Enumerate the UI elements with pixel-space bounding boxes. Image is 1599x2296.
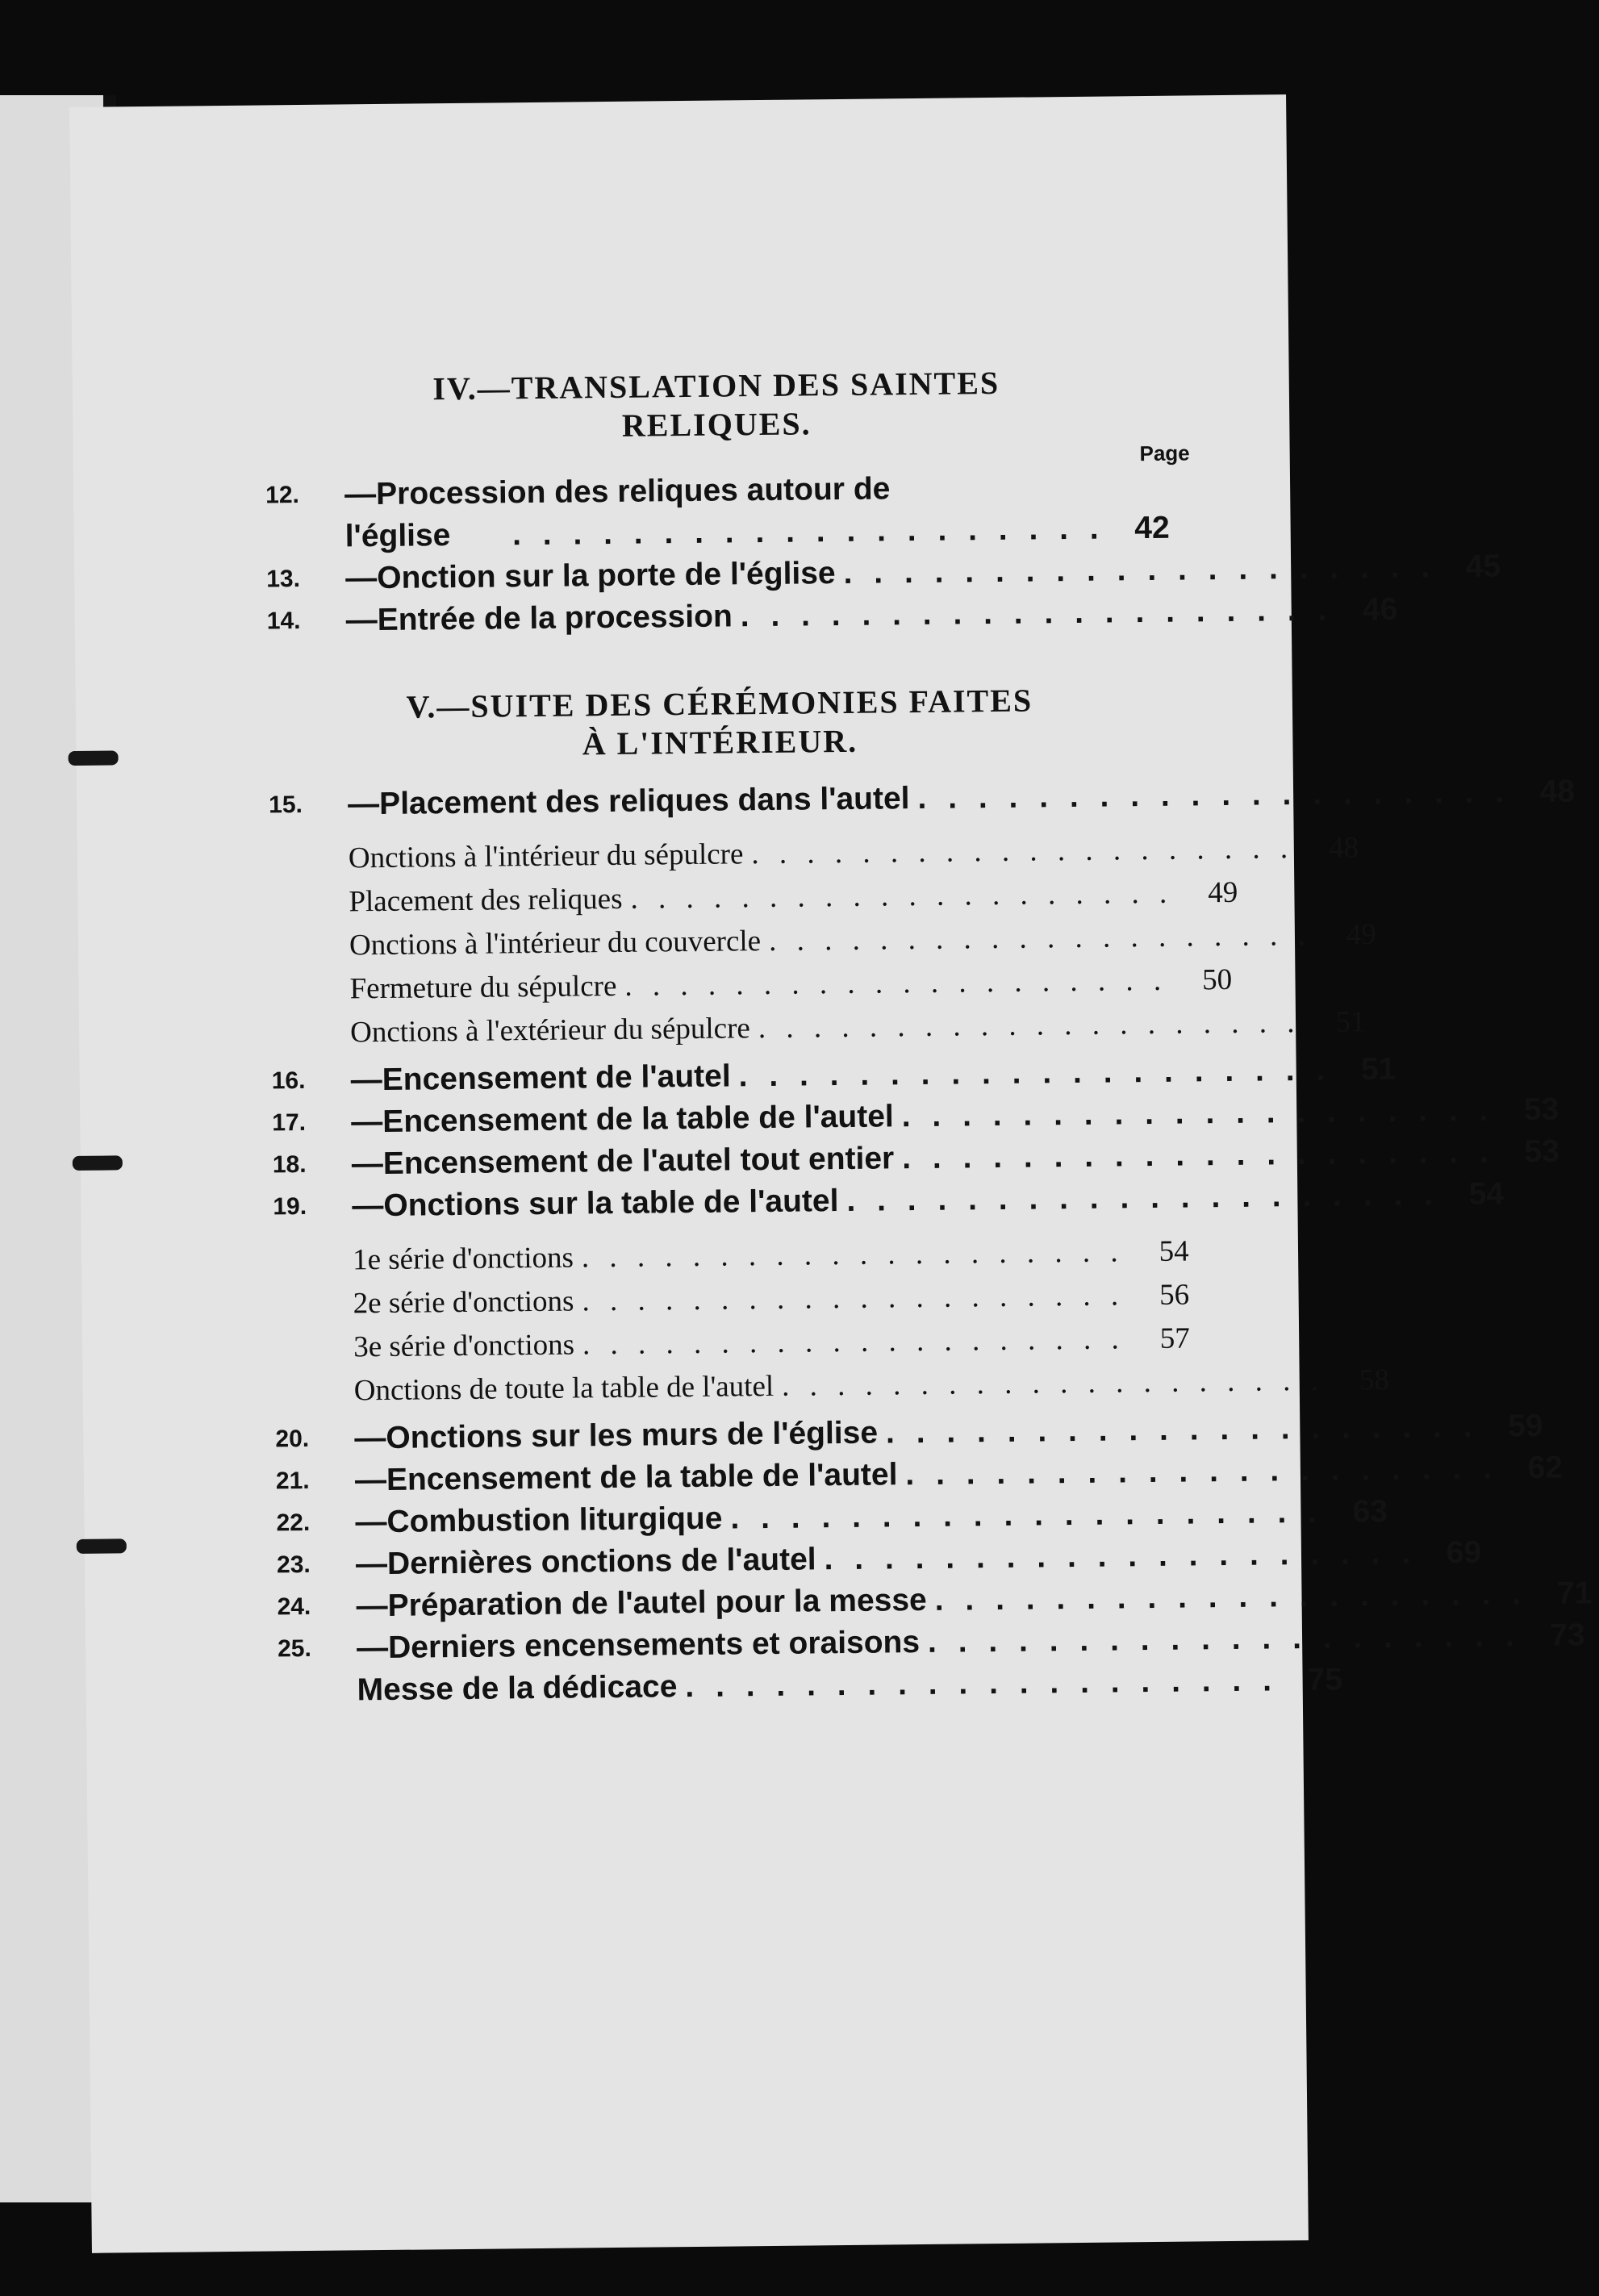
entry-page-number: 53 [1523,1092,1559,1128]
entry-number: 20. [275,1425,310,1453]
section-5-title-line-2: À L'INTÉRIEUR. [582,722,858,762]
entry-title: —Onctions sur la table de l'autel [352,1183,839,1224]
toc-entry [269,774,1576,827]
binding-stitch-3 [77,1538,127,1554]
entry-title: —Dernières onctions de l'autel [355,1542,816,1582]
binding-stitch-2 [73,1155,123,1171]
entry-title: l'église [344,518,451,554]
entry-title: —Onction sur la porte de l'église [345,556,836,596]
dot-leader: . . . . . . . . . . . . . . . . . . . . [902,1134,1496,1176]
dot-leader: . . . . . . . . . . . . . . . . . . . . [905,1451,1499,1492]
entry-page-number: 73 [1549,1618,1585,1653]
toc-entry [271,1003,1366,1056]
entry-number: 22. [276,1509,311,1537]
entry-page-number: 69 [1446,1534,1482,1571]
section-5-entries [269,774,1593,1713]
toc-entry [273,1176,1505,1229]
dot-leader: . . . . . . . . . . . . . . . . . . . . [581,1235,1125,1275]
entry-title: 2e série d'onctions [353,1284,574,1321]
entry-page-number: 54 [1159,1234,1189,1268]
entry-title: —Encensement de la table de l'autel [354,1457,898,1498]
entry-title: —Onctions sur les murs de l'église [354,1415,879,1456]
entry-number: 23. [276,1551,311,1579]
entry-number: 17. [272,1108,307,1137]
entry-page-number: 51 [1335,1005,1366,1039]
entry-number: 14. [266,607,301,635]
dot-leader: . . . . . . . . . . . . . . . . . . . . [685,1663,1279,1705]
entry-number: 16. [271,1067,306,1095]
entry-number: 24. [277,1593,311,1621]
entry-page-number: 49 [1207,875,1238,910]
toc-entry [275,1361,1390,1414]
toc-entry [278,1661,1343,1713]
entry-page-number: 45 [1465,549,1501,584]
entry-number: 25. [277,1634,312,1663]
entry-page-number: 49 [1346,918,1377,952]
entry-page-number: 62 [1527,1450,1564,1486]
dot-leader: . . . . . . . . . . . . . . . . . . . . [781,1363,1326,1403]
entry-number: 21. [275,1467,310,1495]
entry-page-number: 56 [1159,1278,1190,1312]
entry-page-number: 75 [1307,1662,1343,1698]
entry-title: —Encensement de l'autel [350,1058,731,1098]
entry-title: 3e série d'onctions [353,1328,575,1364]
entry-page-number: 58 [1359,1363,1390,1397]
section-5-title-line-1: V.—SUITE DES CÉRÉMONIES FAITES [406,682,1033,725]
entry-title: —Combustion liturgique [355,1501,723,1540]
entry-page-number: 42 [1134,510,1170,546]
table-of-contents [265,362,1593,1713]
entry-page-number: 53 [1524,1133,1560,1170]
entry-page-number: 51 [1360,1051,1397,1087]
toc-entry [266,591,1398,643]
entry-title: Onctions à l'intérieur du couvercle [349,925,762,962]
entry-title: —Entrée de la procession [345,599,733,638]
page-column-label: Page [1139,440,1190,466]
entry-title: 1e série d'onctions [352,1241,574,1277]
entry-title: —Derniers encensements et oraisons [356,1625,921,1666]
dot-leader: . . . . . . . . . . . . . . . . . . . . [624,963,1168,1003]
entry-title: Onctions de toute la table de l'autel [353,1369,774,1408]
dot-leader: . . . . . . . . . . . . . . . . . . . . [824,1535,1417,1577]
entry-title: —Préparation de l'autel pour la messe [356,1582,927,1624]
entry-title: —Placement des reliques dans l'autel [347,781,910,822]
dot-leader: . . . . . . . . . . . . . . . . . . . . [751,832,1295,871]
entry-number: 19. [273,1192,307,1221]
dot-leader: . . . . . . . . . . . . . . . . . . . . [582,1322,1125,1362]
dot-leader: . . . . . . . . . . . . . . . . . . . . [934,1576,1528,1618]
entry-page-number: 71 [1556,1576,1593,1611]
section-4-title [265,362,1169,449]
entry-page-number: 50 [1201,962,1233,997]
book-page [69,94,1593,2253]
entry-page-number: 63 [1352,1493,1388,1530]
dot-leader: . . . . . . . . . . . . . . . . . . . . [927,1618,1521,1659]
entry-title: —Procession des reliques autour de [344,471,891,512]
dot-leader: . . . . . . . . . . . . . . . . . . . . [740,592,1334,634]
dot-leader: . . . . . . . . . . . . . . . . . . . . [885,1409,1479,1451]
entry-number: 18. [272,1150,307,1179]
dot-leader: . . . . . . . . . . . . . . . . . . . . [843,549,1437,591]
entry-title: —Encensement de la table de l'autel [351,1099,894,1140]
entry-page-number: 46 [1362,591,1398,628]
entry-number: 15. [269,791,303,819]
dot-leader: . . . . . . . . . . . . . . . . . . . . [582,1279,1125,1318]
section-5-title [268,680,1172,767]
entry-title: Onctions à l'extérieur du sépulcre [349,1012,751,1050]
dot-leader: . . . . . . . . . . . . . . . . . . . . [917,774,1511,816]
dot-leader: . . . . . . . . . . . . . . . . . . . . [901,1092,1495,1134]
dot-leader: . . . . . . . . . . . . . . . . . . . . [738,1052,1332,1094]
entry-page-number: 54 [1468,1176,1505,1212]
section-4-entries [265,465,1501,643]
binding-stitch-1 [68,750,118,766]
entry-page-number: 48 [1539,774,1576,809]
entry-page-number: 59 [1507,1408,1543,1444]
entry-title: Messe de la dédicace [357,1669,678,1708]
dot-leader: . . . . . . . . . . . . . . . . . . . . [846,1177,1440,1218]
entry-page-number: 48 [1328,831,1359,865]
entry-number: 12. [265,482,300,509]
dot-leader: . . . . . . . . . . . . . . . . . . . . [511,511,1105,553]
entry-title: —Encensement de l'autel tout entier [351,1141,895,1182]
section-4-title-line-2: RELIQUES. [621,405,812,444]
dot-leader: . . . . . . . . . . . . . . . . . . . . [758,1006,1301,1046]
entry-title: Placement des reliques [349,882,623,919]
entry-page-number: 57 [1159,1321,1190,1355]
entry-title: Fermeture du sépulcre [349,969,617,1006]
entry-number: 13. [266,566,301,593]
dot-leader: . . . . . . . . . . . . . . . . . . . . [768,918,1313,958]
dot-leader: . . . . . . . . . . . . . . . . . . . . [630,876,1174,916]
section-4-title-line-1: IV.—TRANSLATION DES SAINTES [432,364,1000,407]
entry-title: Onctions à l'intérieur du sépulcre [348,837,744,875]
dot-leader: . . . . . . . . . . . . . . . . . . . . [730,1494,1324,1536]
